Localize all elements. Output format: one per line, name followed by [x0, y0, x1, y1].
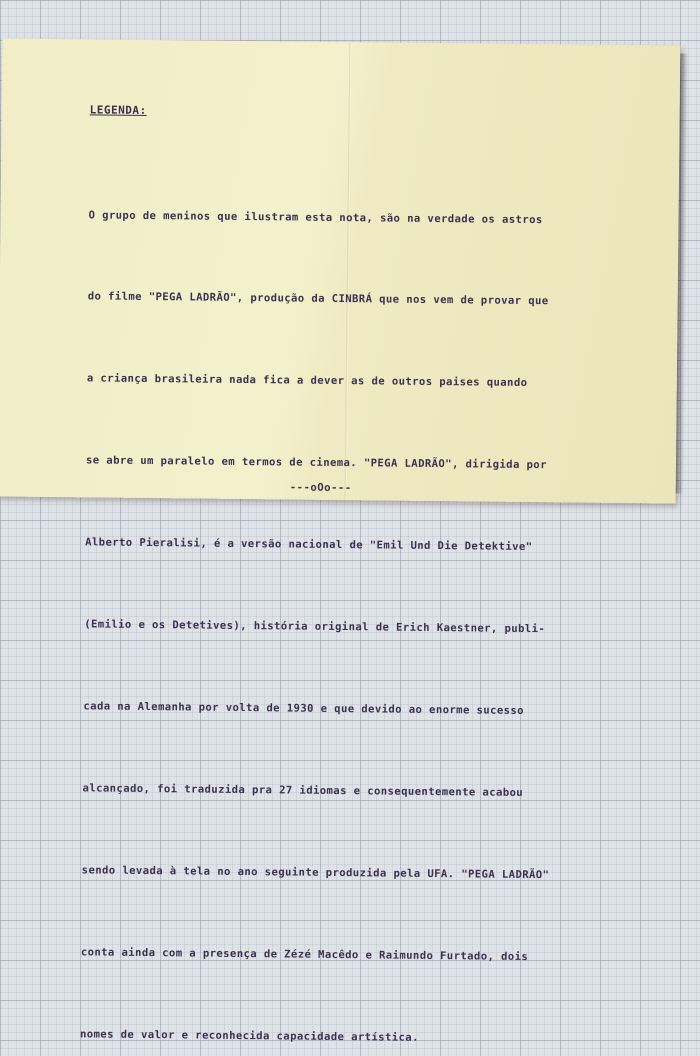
paper-shadow [676, 54, 689, 494]
document-body [79, 147, 629, 1056]
body-line: do filme "PEGA LADRÃO", produção da CINBRÁ que nos vem de provar que [87, 290, 549, 308]
body-line: a criança brasileira nada fica a dever as de outros paises quando [86, 372, 528, 390]
body-line: se abre um paralelo em termos de cinema. "PEGA LADRÃO", dirigida por [85, 454, 547, 472]
body-line: conta ainda com a presença de Zézé Macêdo e Raimundo Furtado, dois [80, 945, 529, 963]
body-line: O grupo de meninos que ilustram esta nota, são na verdade os astros [88, 208, 543, 226]
body-line: sendo levada à tela no ano seguinte produzida pela UFA. "PEGA LADRÃO" [81, 864, 550, 881]
body-line: Alberto Pieralisi, é a versão nacional de "Emil Und Die Detektive" [85, 536, 533, 554]
body-line: cada na Alemanha por volta de 1930 e que devido ao enorme sucesso [83, 700, 525, 717]
body-line: nomes de valor e reconhecida capacidade artística. [79, 1027, 419, 1044]
typed-document-sheet [0, 38, 680, 1044]
body-line: (Emilio e os Detetives), história original de Erich Kaestner, publi- [84, 618, 546, 636]
end-separator: ---oOo--- [289, 481, 352, 495]
body-line: alcançado, foi traduzida pra 27 idiomas e consequentemente acabou [82, 782, 524, 799]
document-heading: LEGENDA: [89, 103, 147, 117]
